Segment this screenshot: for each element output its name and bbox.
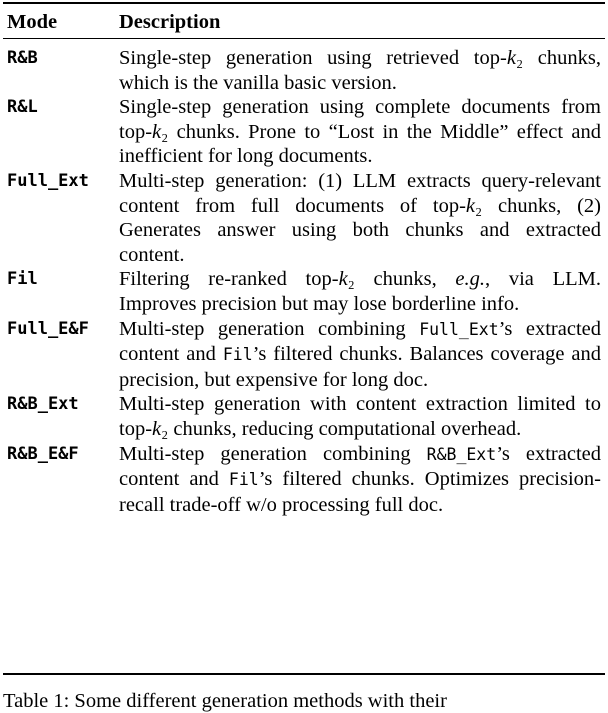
description-cell: Single-step generation using complete documents from top-k₂ chunks. Prone to “Lost in the Middle” effect and inefficient for long documents.: [119, 96, 601, 168]
description-cell: Multi-step generation with content extraction limited to top-k₂ chunks, reducing computational overhead.: [119, 393, 601, 440]
table-row: [3, 38, 605, 95]
header-rule: [3, 38, 605, 39]
table-row: [3, 392, 605, 441]
description-cell: Filtering re-ranked top-k₂ chunks, e.g., via LLM. Improves precision but may lose borderline info.: [119, 268, 601, 315]
description-cell: Multi-step generation: (1) LLM extracts query-relevant content from full documents of top-k₂ chunks, (2) Generates answer using both chunks and extracted content.: [119, 169, 601, 266]
header-row: [3, 6, 605, 38]
mode-cell: R&B_Ext: [7, 394, 79, 415]
top-rule: [3, 2, 605, 4]
mode-cell: R&B: [7, 48, 38, 68]
mode-cell: R&L: [7, 97, 38, 118]
table-row: [3, 95, 605, 169]
mode-cell: Full_Ext: [7, 170, 89, 191]
header-description: Description: [119, 10, 221, 33]
mode-cell: Full_E&F: [7, 318, 89, 339]
description-cell: Multi-step generation combining R&B_Ext’s extracted content and Fil’s filtered chunks. Optimizes precision-recall trade-off w/o processing full doc.: [119, 442, 601, 516]
table-row: [3, 267, 605, 316]
table-row: [3, 317, 605, 393]
header-mode: Mode: [7, 10, 58, 33]
generation-modes-table: [3, 6, 605, 523]
mode-cell: R&B_E&F: [7, 443, 79, 464]
bottom-rule: [3, 673, 605, 675]
table-row: [3, 442, 605, 524]
table-row: [3, 169, 605, 267]
description-cell: Multi-step generation combining Full_Ext’s extracted content and Fil’s filtered chunks. Balances coverage and precision, but expensive for long doc.: [119, 317, 601, 391]
mode-cell: Fil: [7, 269, 38, 290]
table-caption: Table 1: Some different generation methods with their: [3, 690, 447, 712]
description-cell: Single-step generation using retrieved top-k₂ chunks, which is the vanilla basic version.: [119, 47, 601, 94]
